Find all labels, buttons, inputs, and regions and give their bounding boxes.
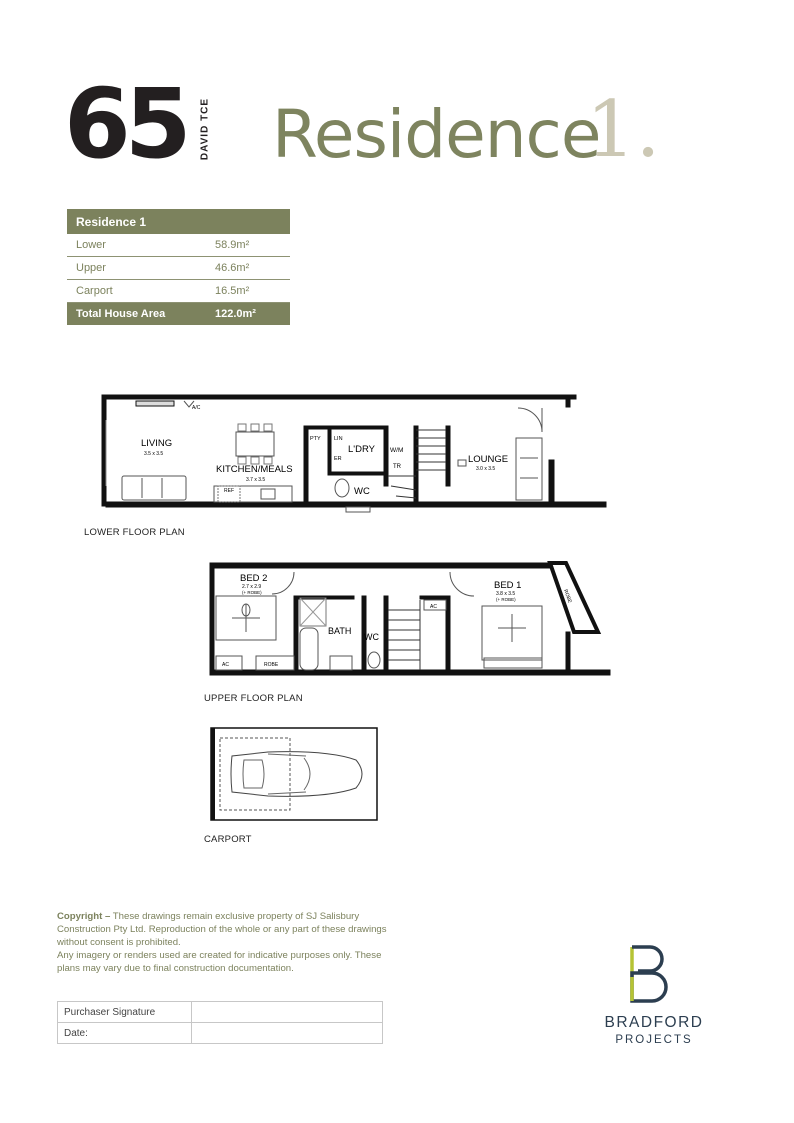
room-label: LIVING <box>141 438 173 449</box>
carport-plan <box>208 726 380 824</box>
copyright-disclaimer: Any imagery or renders used are created for indicative purposes only. These plans may vary due to final construction documentation. <box>57 950 382 974</box>
area-label: Lower <box>67 234 206 257</box>
copyright-heading: Copyright – <box>57 911 111 922</box>
area-value: 46.6m² <box>206 257 290 280</box>
table-row <box>67 280 290 303</box>
area-table <box>67 209 290 325</box>
wall <box>420 596 450 599</box>
room-label: LIN <box>334 436 343 442</box>
purchaser-signature-field[interactable] <box>192 1002 383 1023</box>
wall <box>294 596 298 672</box>
date-label: Date: <box>58 1023 192 1044</box>
ac-label: A/C <box>192 405 201 411</box>
upper-floor-plan-caption: UPPER FLOOR PLAN <box>204 693 303 704</box>
carport-caption: CARPORT <box>204 834 252 845</box>
date-field[interactable] <box>192 1023 383 1044</box>
purchaser-signature-label: Purchaser Signature <box>58 1002 192 1023</box>
wall <box>566 632 570 672</box>
wall <box>210 563 214 675</box>
page-title-number: 1. <box>586 85 661 175</box>
room-dim: 3.7 x 3.5 <box>246 477 266 483</box>
room-label: BED 1 <box>494 580 522 591</box>
wall <box>328 426 331 472</box>
wall <box>304 426 308 502</box>
room-label: LOUNGE <box>468 454 509 465</box>
copyright-body: These drawings remain exclusive property of SJ Salisbury Construction Pty Ltd. Reproduction of the whole or any part of these drawings without consent is prohibited. <box>57 911 387 948</box>
room-label: AC <box>222 662 229 668</box>
page-title: Residence <box>272 96 601 173</box>
area-value: 58.9m² <box>206 234 290 257</box>
room-label: AC <box>430 604 437 610</box>
wall <box>328 472 388 475</box>
total-label: Total House Area <box>67 303 206 326</box>
area-label: Carport <box>67 280 206 303</box>
area-label: Upper <box>67 257 206 280</box>
wall <box>384 426 388 486</box>
wall <box>102 395 568 399</box>
brand-subtitle: PROJECTS <box>615 1034 693 1046</box>
room-label: KITCHEN/MEALS <box>216 464 293 475</box>
room-label: L'DRY <box>348 444 375 455</box>
project-logo-street: DAVID TCE <box>199 97 211 161</box>
room-label: ER <box>334 456 342 462</box>
brand-name: BRADFORD <box>604 1014 704 1031</box>
wall <box>446 426 450 486</box>
wall <box>106 502 606 507</box>
table-row-total <box>67 303 290 326</box>
room-label: BED 2 <box>240 573 268 584</box>
bradford-logo-icon <box>628 945 678 1005</box>
wall <box>102 395 106 506</box>
room-label: TR <box>393 464 401 470</box>
table-row <box>67 257 290 280</box>
total-value: 122.0m² <box>206 303 290 326</box>
room-dim: 2.7 x 2.9 <box>242 584 262 590</box>
signature-table <box>57 1001 383 1044</box>
room-label: ROBE <box>264 662 279 668</box>
project-logo-number: 65 <box>64 76 186 160</box>
lower-floor-plan-caption: LOWER FLOOR PLAN <box>84 527 185 538</box>
table-row <box>67 234 290 257</box>
room-label: BATH <box>328 626 352 636</box>
wall <box>414 426 418 502</box>
wall <box>210 563 550 568</box>
wall <box>304 426 384 429</box>
wall <box>446 596 450 672</box>
area-value: 16.5m² <box>206 280 290 303</box>
room-dim: 3.5 x 3.5 <box>144 451 164 457</box>
wall <box>210 670 610 675</box>
copyright-notice <box>57 910 387 975</box>
room-dim: 3.0 x 3.5 <box>476 466 496 472</box>
room-label: REF <box>224 488 234 494</box>
wall <box>384 596 388 672</box>
wall <box>566 395 570 407</box>
lower-floor-plan <box>96 390 608 520</box>
room-note: (+ ROBE) <box>496 597 516 602</box>
wall <box>211 728 215 820</box>
room-label: PTY <box>310 436 321 442</box>
room-label: WC <box>364 632 379 642</box>
room-label: ROBE <box>562 588 573 605</box>
room-note: (+ ROBE) <box>242 590 262 595</box>
room-label: WC <box>354 486 370 497</box>
upper-floor-plan <box>206 560 614 684</box>
area-table-title: Residence 1 <box>67 209 290 234</box>
room-label: W/M <box>390 447 404 454</box>
room-dim: 3.8 x 3.5 <box>496 591 516 597</box>
wall <box>549 460 554 506</box>
